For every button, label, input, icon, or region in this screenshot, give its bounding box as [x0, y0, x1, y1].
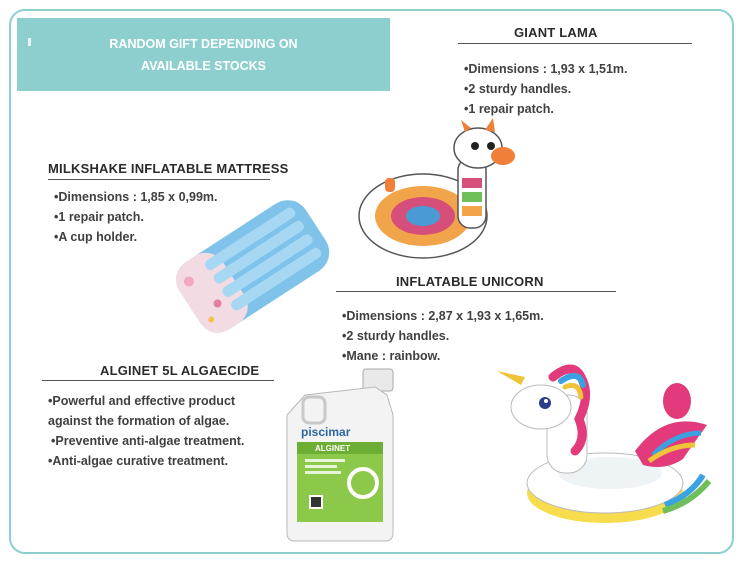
giant-lama-features: [464, 59, 628, 119]
list-item: • 2 sturdy handles.: [342, 326, 544, 346]
bottle-brand: piscimar: [301, 425, 351, 439]
alginet-title: ALGINET 5L ALGAECIDE: [100, 363, 260, 378]
bottle-product-name: ALGINET: [315, 444, 351, 453]
inflatable-unicorn-image: [495, 355, 725, 535]
banner-line-2: AVAILABLE STOCKS: [140, 58, 266, 73]
list-item: • 1 repair patch.: [464, 99, 628, 119]
giant-lama-title: GIANT LAMA: [514, 25, 598, 40]
list-item: • Mane : rainbow.: [342, 346, 544, 366]
giant-lama-image: [355, 118, 530, 273]
list-item: • Preventive anti-algae treatment.: [48, 431, 278, 451]
alginet-features: [48, 391, 278, 471]
list-item: • Powerful and effective product against the formation of algae.: [48, 391, 278, 431]
list-item: • Dimensions : 2,87 x 1,93 x 1,65m.: [342, 306, 544, 326]
banner-mark: [28, 38, 31, 46]
list-item: • Dimensions : 1,85 x 0,99m.: [54, 187, 218, 207]
unicorn-rule: [336, 291, 616, 292]
list-item: • 1 repair patch.: [54, 207, 218, 227]
milkshake-title: MILKSHAKE INFLATABLE MATTRESS: [48, 161, 289, 176]
list-item: • Dimensions : 1,93 x 1,51m.: [464, 59, 628, 79]
stock-banner: [17, 18, 390, 91]
unicorn-title: INFLATABLE UNICORN: [396, 274, 544, 289]
alginet-bottle-image: [275, 365, 410, 545]
alginet-rule: [42, 380, 274, 381]
list-item: • A cup holder.: [54, 227, 218, 247]
giant-lama-rule: [458, 43, 692, 44]
list-item: • 2 sturdy handles.: [464, 79, 628, 99]
list-item: • Anti-algae curative treatment.: [48, 451, 278, 471]
milkshake-mattress-image: [160, 200, 340, 360]
milkshake-rule: [48, 179, 270, 180]
banner-line-1: RANDOM GIFT DEPENDING ON: [109, 36, 298, 51]
